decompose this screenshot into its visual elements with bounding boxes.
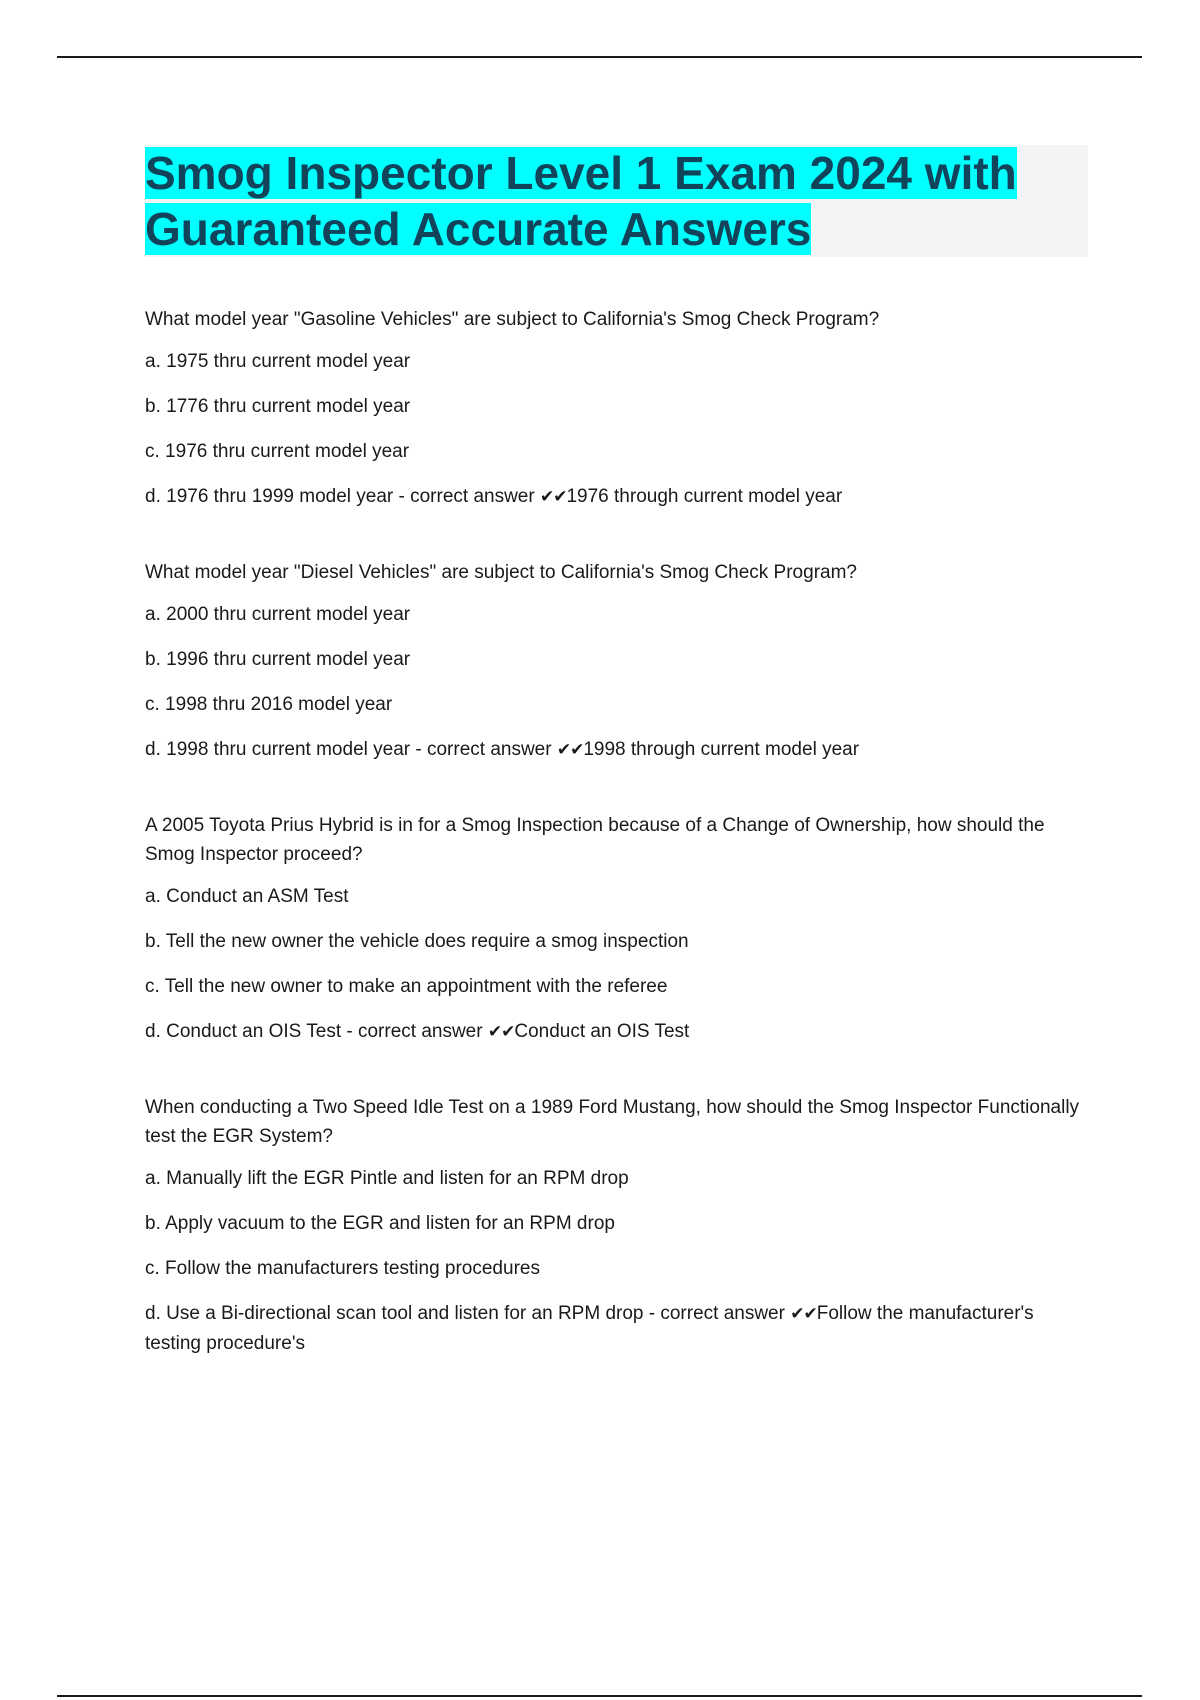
option-d-text: d. Conduct an OIS Test - correct answer xyxy=(145,1021,488,1042)
question-text: A 2005 Toyota Prius Hybrid is in for a Smog Inspection because of a Change of Ownership, how should the Smog Inspector proceed? xyxy=(145,815,1045,865)
check-icon: ✔✔ xyxy=(556,740,584,760)
option-a: a. Conduct an ASM Test xyxy=(145,886,349,907)
option-d xyxy=(145,482,1090,512)
correct-answer: 1998 through current model year xyxy=(583,739,860,760)
option-d xyxy=(145,1017,1090,1047)
correct-answer: Conduct an OIS Test xyxy=(514,1021,690,1042)
correct-answer: 1976 through current model year xyxy=(566,486,843,507)
option-a: a. 1975 thru current model year xyxy=(145,351,411,372)
option-a: a. Manually lift the EGR Pintle and listen for an RPM drop xyxy=(145,1168,629,1189)
option-d-text: d. 1998 thru current model year - correct answer xyxy=(145,739,557,760)
option-b: b. 1996 thru current model year xyxy=(145,649,411,670)
option-d xyxy=(145,1299,1090,1358)
document-body xyxy=(145,145,1090,1404)
option-c: c. 1976 thru current model year xyxy=(145,441,410,462)
question-1 xyxy=(145,305,1090,512)
top-rule xyxy=(57,56,1142,58)
option-a: a. 2000 thru current model year xyxy=(145,604,411,625)
question-3 xyxy=(145,811,1090,1047)
option-d-text: d. 1976 thru 1999 model year - correct answer xyxy=(145,486,540,507)
question-text: What model year "Gasoline Vehicles" are subject to California's Smog Check Program? xyxy=(145,309,880,330)
option-b: b. Apply vacuum to the EGR and listen for an RPM drop xyxy=(145,1213,615,1234)
option-b: b. 1776 thru current model year xyxy=(145,396,411,417)
question-4 xyxy=(145,1093,1090,1358)
option-c: c. Tell the new owner to make an appointment with the referee xyxy=(145,976,668,997)
title-block xyxy=(145,145,1088,257)
option-d xyxy=(145,735,1090,765)
check-icon: ✔✔ xyxy=(487,1022,515,1042)
option-b: b. Tell the new owner the vehicle does require a smog inspection xyxy=(145,931,689,952)
document-title: Smog Inspector Level 1 Exam 2024 with Guaranteed Accurate Answers xyxy=(145,147,1017,255)
option-c: c. 1998 thru 2016 model year xyxy=(145,694,393,715)
question-text: What model year "Diesel Vehicles" are subject to California's Smog Check Program? xyxy=(145,562,857,583)
bottom-rule xyxy=(57,1695,1142,1697)
correct-answer: Follow the manufacturer's testing procedure's xyxy=(145,1303,1034,1354)
check-icon: ✔✔ xyxy=(539,487,567,507)
question-2 xyxy=(145,558,1090,765)
check-icon: ✔✔ xyxy=(790,1304,817,1324)
option-d-text: d. Use a Bi-directional scan tool and listen for an RPM drop - correct answer xyxy=(145,1303,791,1324)
option-c: c. Follow the manufacturers testing procedures xyxy=(145,1258,540,1279)
question-text: When conducting a Two Speed Idle Test on a 1989 Ford Mustang, how should the Smog Inspector Functionally test the EGR System? xyxy=(145,1097,1080,1147)
